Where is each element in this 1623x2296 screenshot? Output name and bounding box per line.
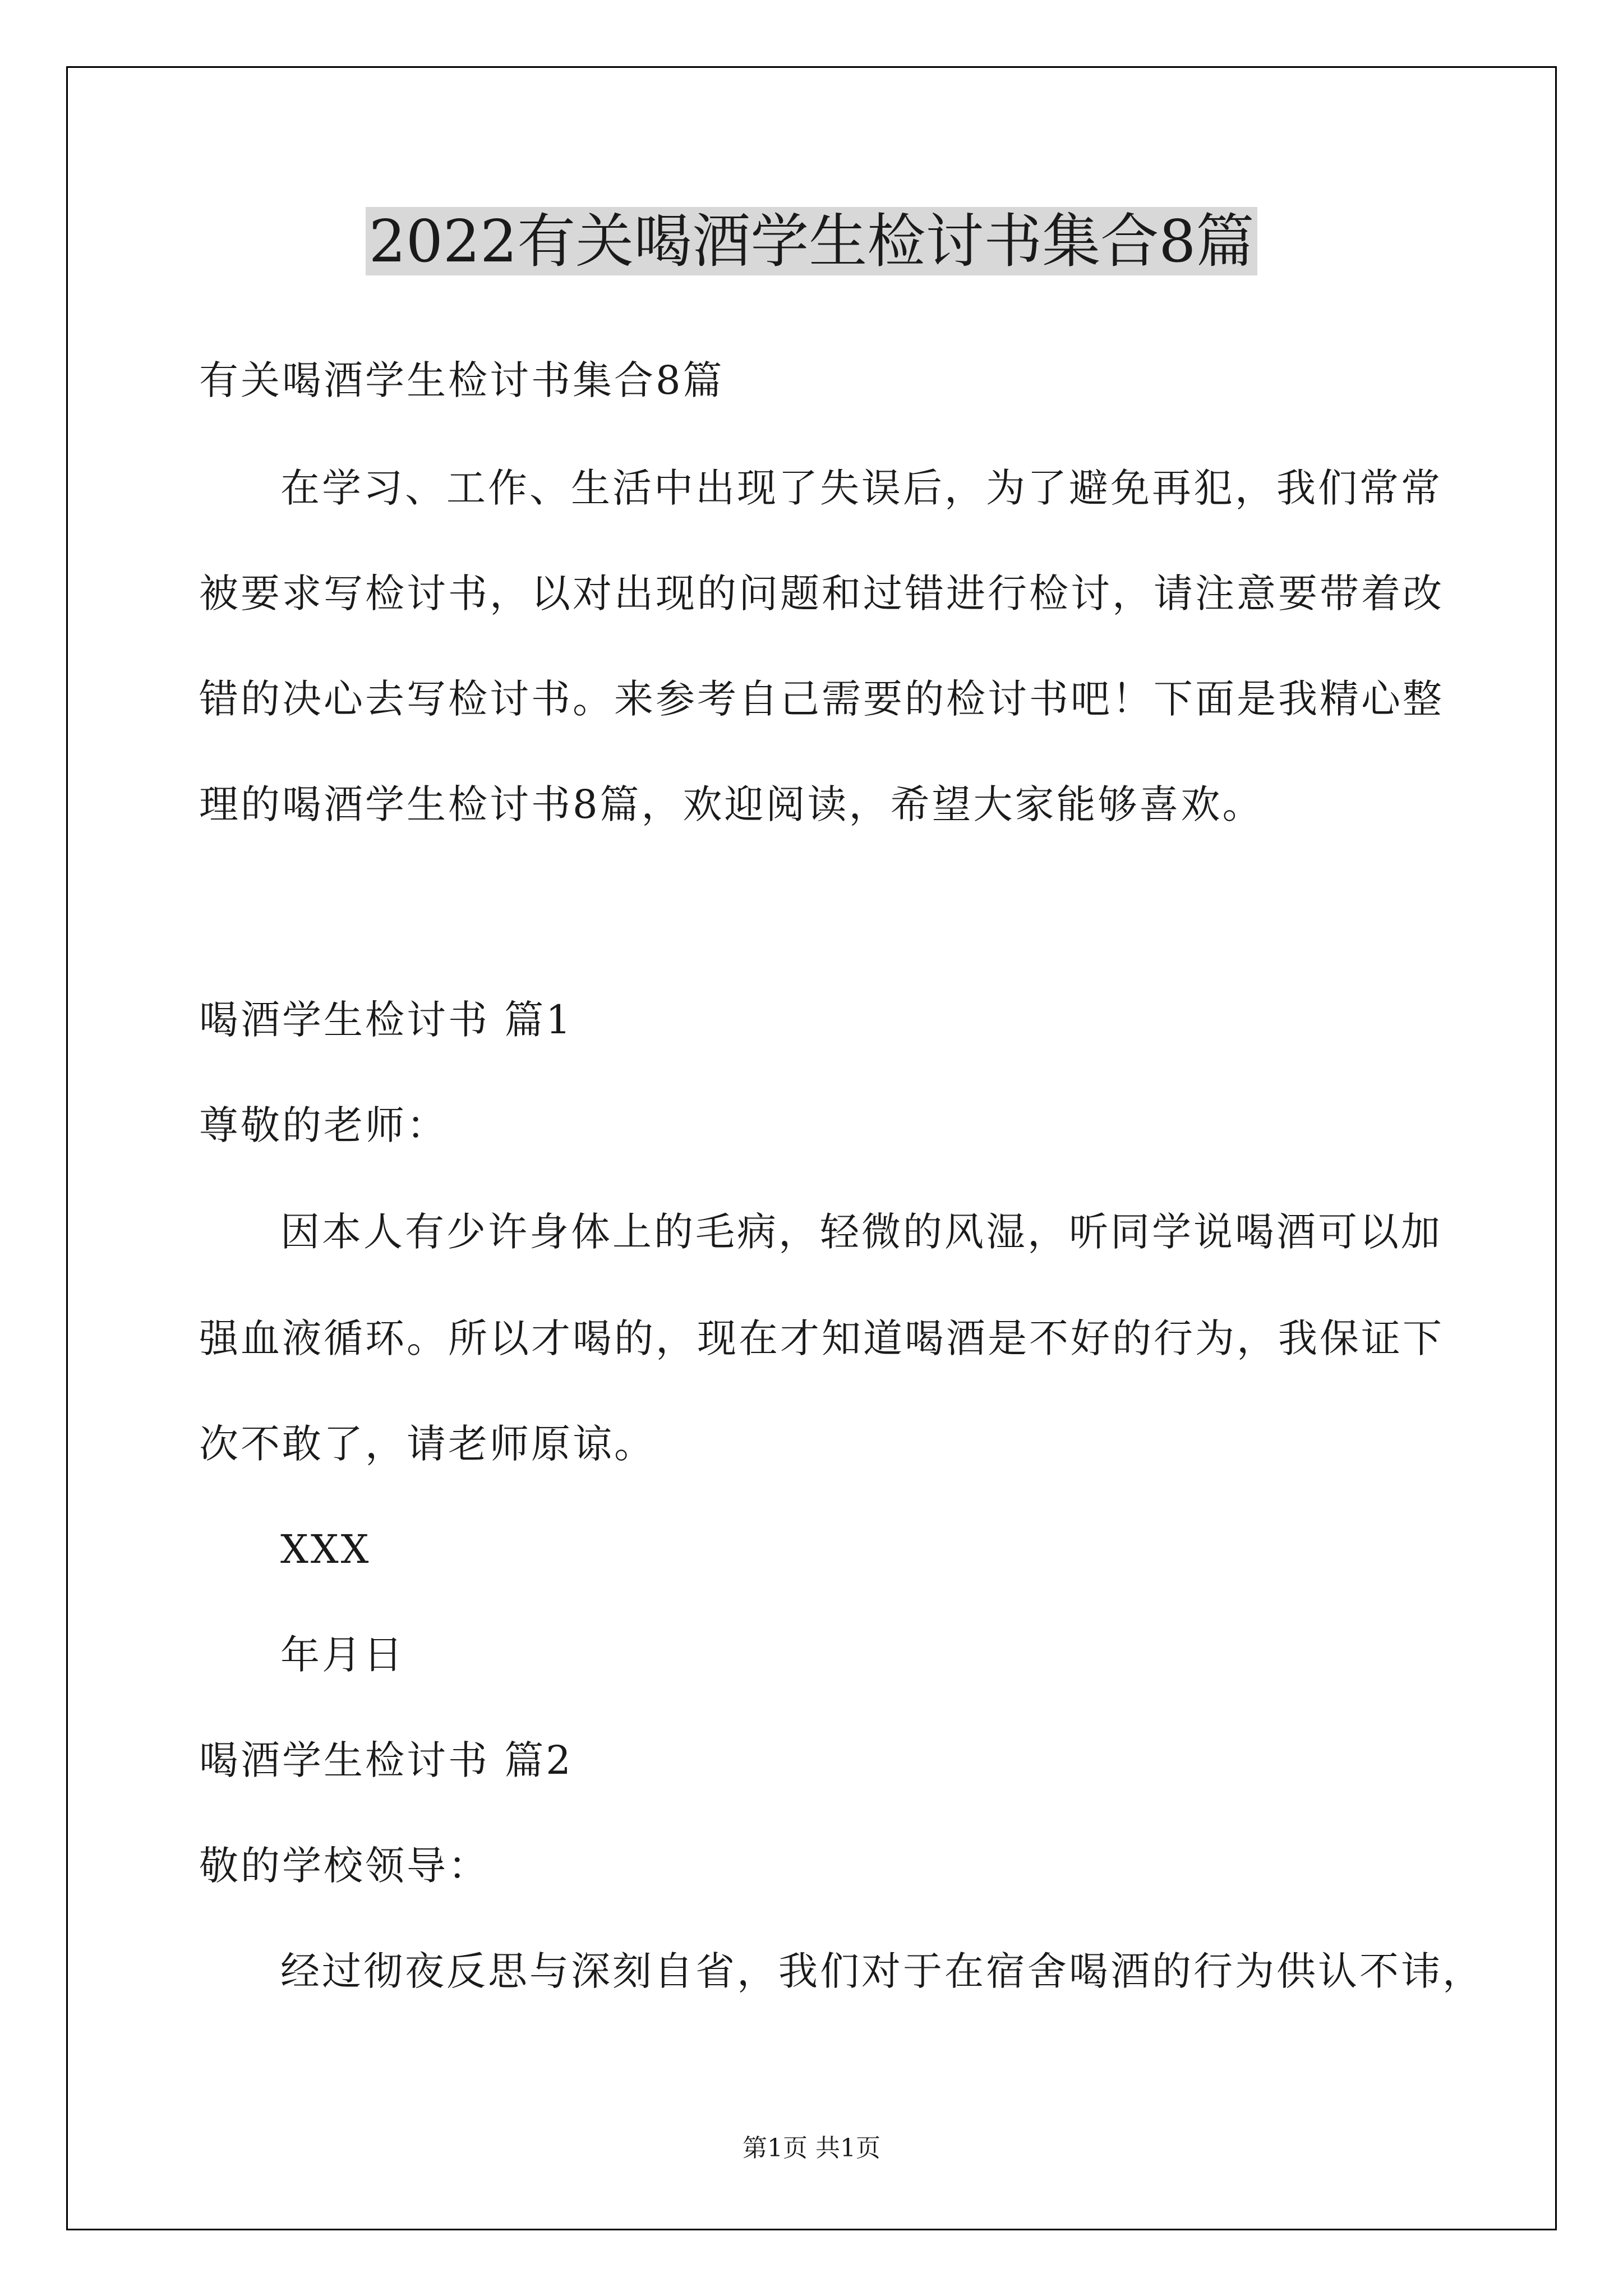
- salutation-2: 敬的学校领导：: [199, 1843, 490, 1889]
- section-1-paragraph-line: 因本人有少许身体上的毛病，轻微的风湿，听同学说喝酒可以加: [280, 1209, 1442, 1255]
- intro-paragraph-line: 在学习、工作、生活中出现了失误后，为了避免再犯，我们常常: [280, 465, 1442, 511]
- intro-paragraph-line: 被要求写检讨书，以对出现的问题和过错进行检讨，请注意要带着改: [199, 570, 1444, 616]
- document-title: [0, 202, 1623, 280]
- signature-date: 年月日: [280, 1632, 405, 1678]
- subtitle-line: 有关喝酒学生检讨书集合8篇: [199, 357, 725, 403]
- intro-paragraph-line: 错的决心去写检讨书。来参考自己需要的检讨书吧！下面是我精心整: [199, 676, 1444, 722]
- section-1-paragraph-line: 强血液循环。所以才喝的，现在才知道喝酒是不好的行为，我保证下: [199, 1315, 1444, 1361]
- section-2-paragraph-line: 经过彻夜反思与深刻自省，我们对于在宿舍喝酒的行为供认不讳，: [280, 1948, 1484, 1994]
- intro-paragraph-line: 理的喝酒学生检讨书8篇，欢迎阅读，希望大家能够喜欢。: [199, 781, 1264, 827]
- document-title-text: 2022有关喝酒学生检讨书集合8篇: [366, 207, 1258, 275]
- page-footer: 第1页 共1页: [743, 2134, 880, 2162]
- signature-name: XXX: [280, 1526, 371, 1572]
- salutation-1: 尊敬的老师：: [199, 1102, 448, 1148]
- section-1-paragraph-line: 次不敢了，请老师原谅。: [199, 1421, 656, 1467]
- section-heading-2: 喝酒学生检讨书 篇2: [199, 1737, 573, 1783]
- section-heading-1: 喝酒学生检讨书 篇1: [199, 997, 573, 1043]
